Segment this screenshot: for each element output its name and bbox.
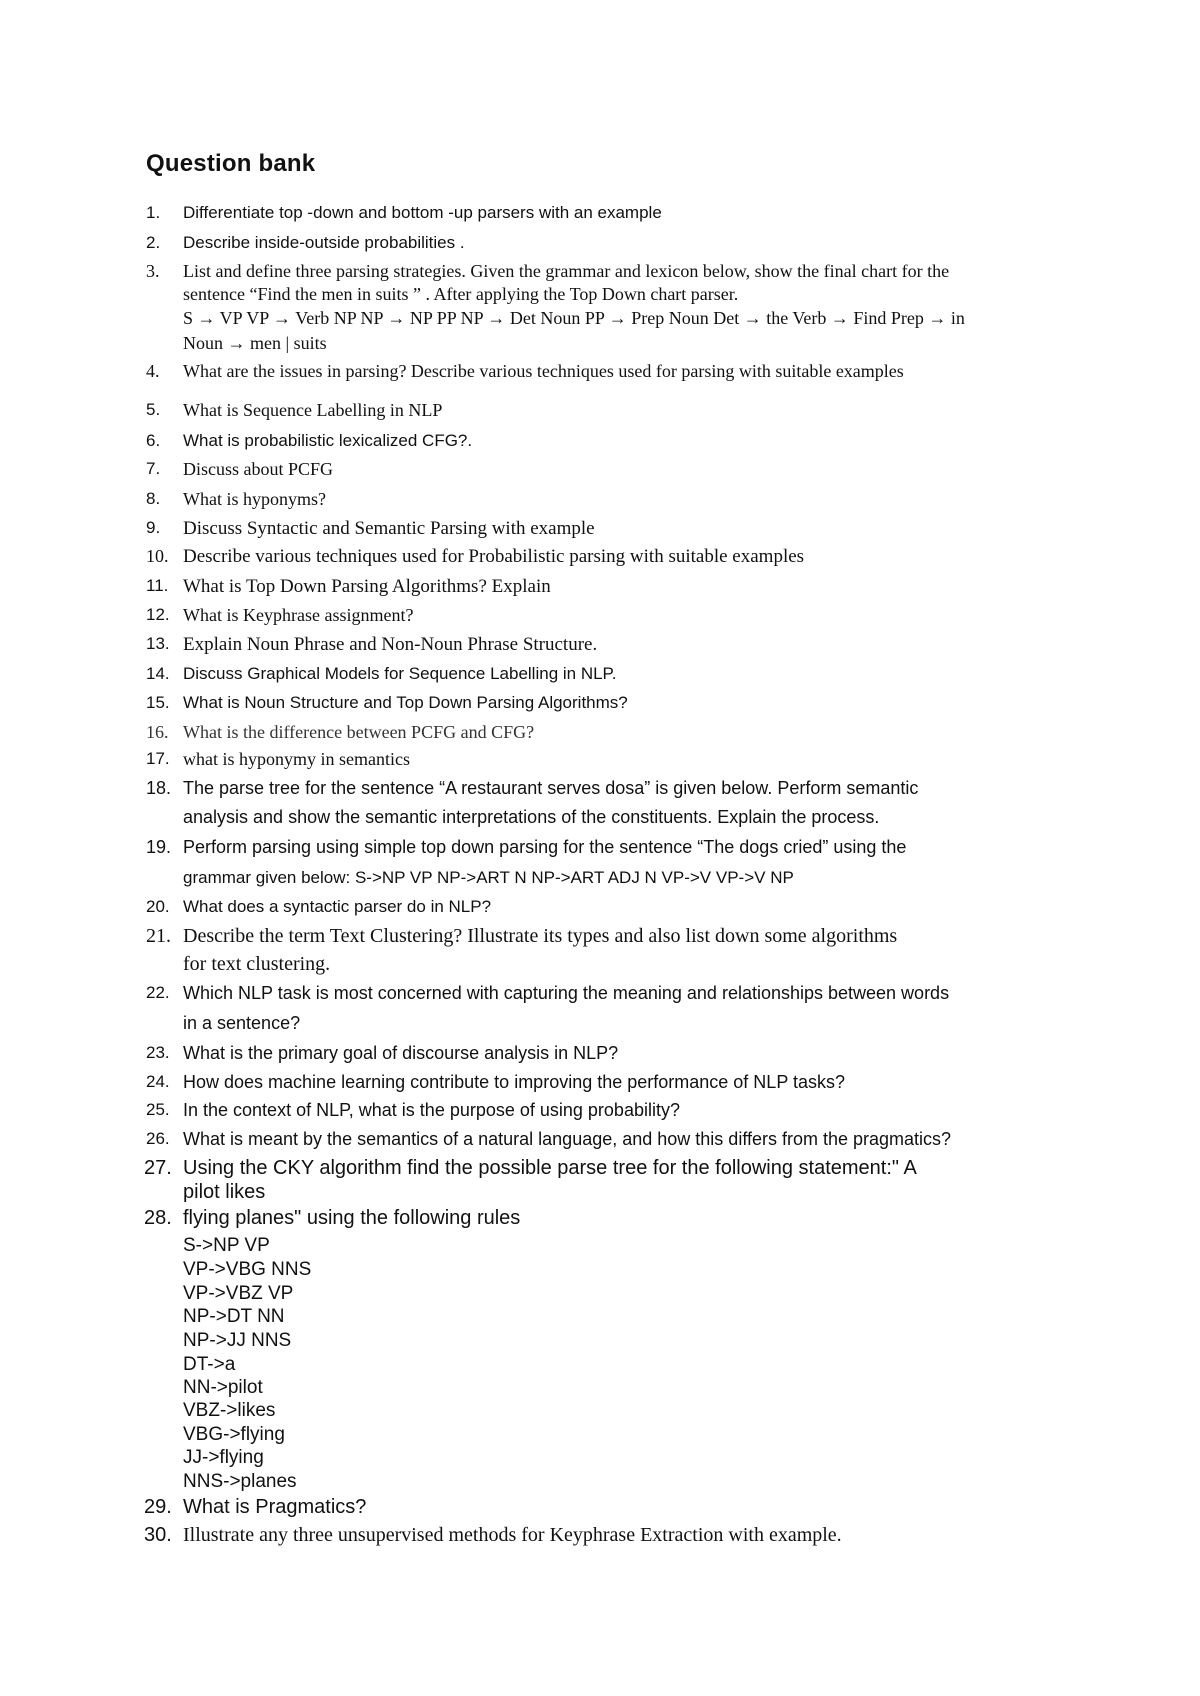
question-number: 21. (146, 925, 171, 947)
question-text: What is Noun Structure and Top Down Parsing Algorithms? (183, 693, 628, 712)
question-number: 7. (146, 459, 161, 478)
question-number: 14. (146, 664, 170, 683)
question-text: What does a syntactic parser do in NLP? (183, 897, 492, 916)
question-text: What are the issues in parsing? Describe various techniques used for parsing with suitable examples (183, 361, 904, 381)
question-number: 25. (146, 1100, 170, 1119)
question-text: flying planes" using the following rules (183, 1207, 521, 1229)
question-number: 2. (146, 233, 161, 252)
question-number: 6. (146, 431, 161, 450)
question-number: 12. (146, 605, 170, 624)
question-number: 28. (144, 1207, 172, 1229)
question-text: Differentiate top -down and bottom -up parsers with an example (183, 203, 662, 222)
question-number: 17. (146, 749, 170, 768)
question-text-line-1: Perform parsing using simple top down parsing for the sentence “The dogs cried” using the (183, 837, 907, 857)
question-text: What is the primary goal of discourse analysis in NLP? (183, 1043, 619, 1063)
question-text: Discuss about PCFG (183, 459, 334, 479)
question-text-line-2: for text clustering. (183, 953, 331, 975)
rule-line: VP->VBG NNS (183, 1259, 312, 1280)
rule-line: NP->DT NN (183, 1306, 285, 1327)
question-text: Illustrate any three unsupervised methods for Keyphrase Extraction with example. (183, 1524, 842, 1546)
question-number: 4. (146, 361, 160, 381)
question-number: 24. (146, 1072, 170, 1091)
question-number: 22. (146, 983, 170, 1002)
question-text: What is the difference between PCFG and CFG? (183, 722, 535, 742)
question-text-line-1: Describe the term Text Clustering? Illustrate its types and also list down some algorithms (183, 925, 898, 947)
question-text: Describe inside-outside probabilities . (183, 233, 465, 252)
rule-line: NNS->planes (183, 1471, 297, 1492)
question-number: 13. (146, 634, 170, 653)
question-number: 30. (144, 1524, 172, 1546)
rule-line: S->NP VP (183, 1235, 270, 1256)
question-text: What is Sequence Labelling in NLP (183, 400, 443, 420)
question-text-line-1: The parse tree for the sentence “A restaurant serves dosa” is given below. Perform semantic (183, 778, 919, 798)
question-text-line-1: Which NLP task is most concerned with capturing the meaning and relationships between words (183, 983, 950, 1003)
question-number: 3. (146, 261, 160, 281)
question-number: 23. (146, 1043, 170, 1062)
question-number: 27. (144, 1157, 172, 1179)
question-number: 29. (144, 1496, 172, 1518)
question-number: 8. (146, 489, 161, 508)
question-text: What is Top Down Parsing Algorithms? Explain (183, 576, 551, 597)
rule-line: NN->pilot (183, 1377, 263, 1398)
question-number: 26. (146, 1129, 170, 1148)
question-text-line-2: in a sentence? (183, 1013, 301, 1033)
question-number: 16. (146, 722, 169, 742)
question-text-line-3: S → VP VP → Verb NP NP → NP PP NP → Det Noun PP → Prep Noun Det → the Verb → Find Prep → in (183, 308, 965, 328)
question-number: 20. (146, 897, 170, 916)
question-text: What is meant by the semantics of a natural language, and how this differs from the pragmatics? (183, 1129, 952, 1149)
question-number: 5. (146, 400, 161, 419)
question-text-line-2: sentence “Find the men in suits ” . After applying the Top Down chart parser. (183, 284, 739, 304)
question-text: Discuss Syntactic and Semantic Parsing with example (183, 518, 595, 539)
question-text: Describe various techniques used for Probabilistic parsing with suitable examples (183, 546, 805, 567)
rule-line: VBG->flying (183, 1424, 285, 1445)
rule-line: NP->JJ NNS (183, 1330, 292, 1351)
question-text: Discuss Graphical Models for Sequence Labelling in NLP. (183, 664, 617, 683)
question-text: Explain Noun Phrase and Non-Noun Phrase Structure. (183, 634, 598, 655)
rule-line: JJ->flying (183, 1447, 264, 1468)
question-text: How does machine learning contribute to improving the performance of NLP tasks? (183, 1072, 846, 1092)
question-text: What is Keyphrase assignment? (183, 605, 414, 625)
question-text: What is probabilistic lexicalized CFG?. (183, 431, 473, 450)
question-text: In the context of NLP, what is the purpose of using probability? (183, 1100, 680, 1120)
question-text: what is hyponymy in semantics (183, 749, 410, 769)
rule-line: DT->a (183, 1354, 236, 1375)
question-number: 19. (146, 837, 172, 857)
question-number: 15. (146, 693, 170, 712)
question-number: 10. (146, 546, 169, 566)
question-text-line-4: Noun → men | suits (183, 333, 327, 353)
question-number: 18. (146, 778, 172, 798)
question-text-line-2: pilot likes (183, 1181, 266, 1203)
question-text-line-2: analysis and show the semantic interpretations of the constituents. Explain the process. (183, 807, 880, 827)
question-text: What is Pragmatics? (183, 1496, 367, 1518)
question-text: What is hyponyms? (183, 489, 326, 509)
page-title: Question bank (146, 150, 316, 177)
question-text-line-2: grammar given below: S->NP VP NP->ART N NP->ART ADJ N VP->V VP->V NP (183, 868, 794, 887)
rule-line: VBZ->likes (183, 1400, 276, 1421)
question-number: 1. (146, 203, 161, 222)
question-number: 11. (146, 576, 169, 595)
question-text-line-1: List and define three parsing strategies. Given the grammar and lexicon below, show the final chart for the (183, 261, 950, 281)
question-number: 9. (146, 518, 161, 537)
question-text-line-1: Using the CKY algorithm find the possible parse tree for the following statement:" A (183, 1157, 917, 1179)
rule-line: VP->VBZ VP (183, 1283, 294, 1304)
